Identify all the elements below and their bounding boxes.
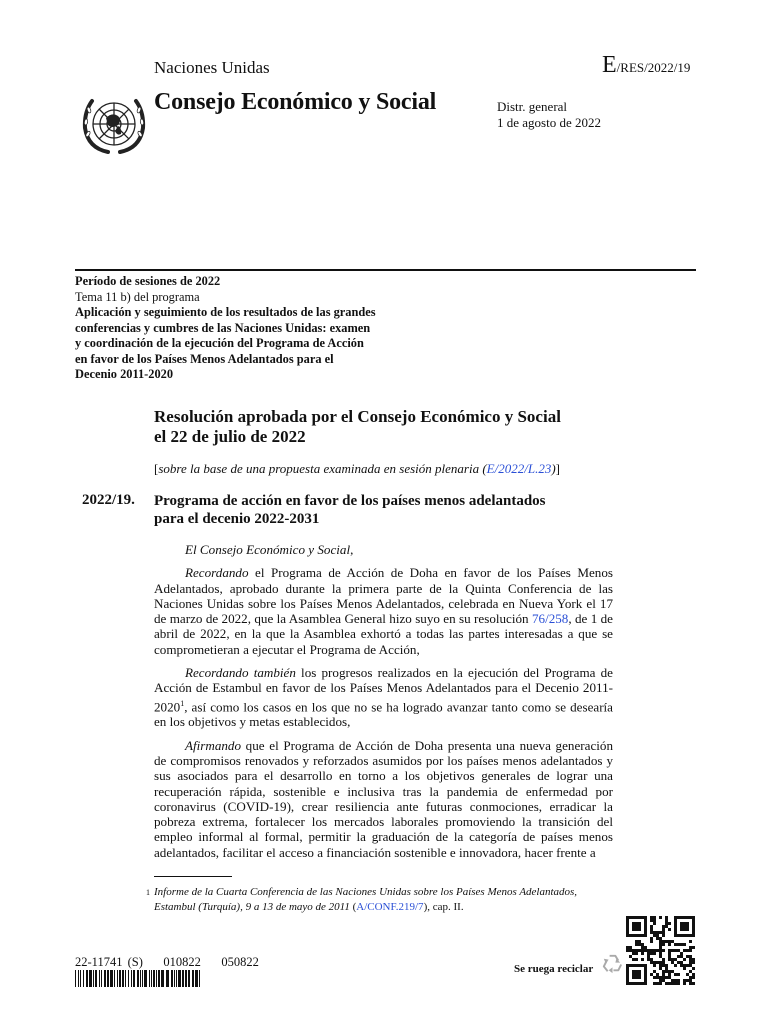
document-number: 22-11741 (S) 010822 050822: [75, 955, 259, 969]
agenda-title-line: Decenio 2011-2020: [75, 367, 174, 381]
footnote-ref[interactable]: 1: [180, 698, 185, 708]
basis-close-paren: ): [551, 461, 556, 476]
resolution-heading: [154, 492, 594, 528]
document-symbol: [602, 52, 690, 79]
resolution-basis: [154, 461, 560, 477]
recycle-icon: [599, 951, 626, 978]
barcode-icon: [75, 970, 203, 987]
distribution-label: Distr. general: [497, 99, 568, 114]
preamble-paragraph-3: [154, 738, 613, 860]
paragraph-text: , de 1 de abril de 2022, en la que la Asamblea exhortó a todas las partes interesadas a que se comprometieran a ejecutar el Programa de Acción,: [154, 611, 613, 657]
resolution-title: [154, 407, 594, 447]
session-block: [75, 274, 415, 383]
intro-paragraph: [154, 542, 613, 557]
agenda-title-line: Aplicación y seguimiento de los resultados de las grandes: [75, 305, 376, 319]
agenda-title-line: y coordinación de la ejecución del Programa de Acción: [75, 336, 364, 350]
resolution-link[interactable]: 76/258: [531, 611, 569, 627]
bracket: [: [154, 461, 159, 476]
agenda-item: Tema 11 b) del programa: [75, 289, 200, 304]
footnote: [146, 885, 626, 915]
paragraph-text: los progresos realizados en la ejecución del Programa de Acción de Estambul en favor de los Países Menos Adelantados para el Decenio 2011-2020: [154, 665, 613, 715]
document-date: 1 de agosto de 2022: [497, 115, 601, 130]
bracket: ]: [555, 461, 561, 476]
agenda-title-line: en favor de los Países Menos Adelantados para el: [75, 351, 334, 366]
un-emblem-icon: [78, 88, 150, 160]
symbol-rest: /RES/2022/19: [616, 60, 691, 75]
paragraph-text: el Programa de Acción de Doha en favor de los Países Menos Adelantados, aprobado durante la primera parte de la Quinta Conferencia de las Naciones Unidas sobre los Países Menos Adelantados, celebrada en Nueva York el 17 de marzo de 2022, que la Asamblea General hizo suyo en su resolución: [154, 565, 613, 627]
paragraph-lead: Recordando también: [185, 665, 296, 681]
resolution-heading-line: Programa de acción en favor de los países menos adelantados: [154, 493, 546, 509]
paragraph-text: , así como los casos en los que no se ha logrado avanzar tanto como se desearía en los objetivos y metas establecidos,: [154, 699, 613, 730]
paragraph-text: que el Programa de Acción de Doha presenta una nueva generación de compromisos renovados y reforzados asumidos por los países menos adelantados y sus asociados para el desarrollo en torno a los objetivos generales de lograr una recuperación rápida, sostenible e inclusiva tras la pandemia de enfermedad por coronavirus (COVID-19), crear resiliencia ante futuras conmociones, erradicar la pobreza extrema, fortalecer los mercados laborales promoviendo la transición del empleo informal al formal, permitir la graduación de la categoría de países menos adelantados, facilitar el acceso a financiación sostenible e innovadora, hacer frente a: [154, 737, 613, 860]
footnote-body: [154, 885, 616, 915]
intro-text: El Consejo Económico y Social: [185, 542, 351, 557]
footnote-mark: 1: [146, 888, 150, 897]
agenda-title-line: conferencias y cumbres de las Naciones Unidas: examen: [75, 320, 371, 335]
footnote-rule: [154, 876, 232, 877]
preamble-paragraph-1: [154, 565, 613, 657]
recycle-label: Se ruega reciclar: [514, 963, 594, 975]
resolution-title-line: Resolución aprobada por el Consejo Económico y Social: [154, 407, 561, 426]
footnote-tail: ), cap. II.: [423, 901, 464, 913]
council-name: Consejo Económico y Social: [154, 89, 437, 115]
basis-link[interactable]: E/2022/L.23: [486, 461, 552, 476]
preamble-paragraph-2: [154, 665, 613, 730]
distribution-block: [497, 99, 601, 131]
basis-text: sobre la base de una propuesta examinada en sesión plenaria (: [158, 461, 487, 476]
footnote-link[interactable]: A/CONF.219/7: [356, 901, 424, 913]
symbol-prefix: E: [602, 52, 617, 78]
resolution-title-line: el 22 de julio de 2022: [154, 427, 306, 446]
resolution-body: [154, 542, 613, 868]
paragraph-lead: Recordando: [185, 565, 249, 581]
intro-tail: ,: [350, 542, 354, 557]
resolution-heading-line: para el decenio 2022-2031: [154, 511, 320, 527]
resolution-number: 2022/19.: [82, 492, 135, 508]
paragraph-lead: Afirmando: [185, 737, 242, 753]
session-period: Período de sesiones de 2022: [75, 274, 221, 288]
footnote-citation: Informe de la Cuarta Conferencia de las Naciones Unidas sobre los Países Menos Adelantados, Estambul (Turquía), 9 a 13 de mayo de 2011: [154, 886, 578, 913]
organization-name: Naciones Unidas: [154, 58, 270, 77]
header-rule: [75, 269, 696, 271]
footnote-paren: (: [349, 901, 357, 913]
qr-code-icon: [626, 916, 695, 985]
